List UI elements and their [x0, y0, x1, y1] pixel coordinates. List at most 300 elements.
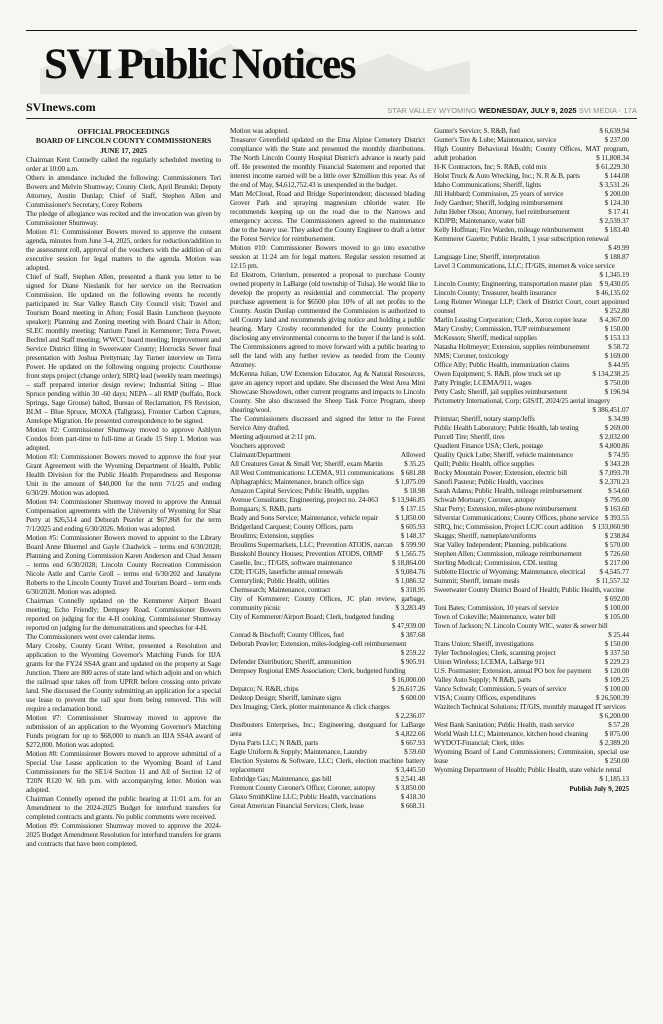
voucher-claimant-department: John Heber Olson; Attorney, fuel reimbursement: [434, 208, 570, 216]
voucher-amount: $ 681.88: [400, 469, 425, 477]
voucher-amount: $ 47,939.00: [391, 622, 425, 630]
voucher-row: [434, 685, 629, 694]
voucher-claimant-department: Patty Pringle; LCEMA/911, wages: [434, 379, 532, 387]
voucher-header-claimant: Claimant/Department: [230, 451, 291, 459]
voucher-claimant-department: Sublette Electric of Wyoming; Maintenance, electrical: [434, 568, 586, 576]
voucher-amount: $ 2,370.23: [599, 478, 629, 486]
voucher-claimant-department: Silverstar Communications; County Offices, phone service: [434, 514, 599, 522]
voucher-amount: $ 7,093.78: [599, 469, 629, 477]
voucher-row: [230, 667, 425, 685]
voucher-claimant-department: West Bank Sanitation; Public Health, trash service: [434, 721, 575, 729]
voucher-row: [434, 199, 629, 208]
proceedings-heading: [26, 127, 221, 155]
voucher-claimant-department: Public Health Laboratory; Public Health, lab testing: [434, 424, 579, 432]
voucher-claimant-department: Tyler Technologies; Clerk, scanning project: [434, 649, 556, 657]
voucher-claimant-department: Marlin Leasing Corporation; Clerk, Xerox copier lease: [434, 316, 587, 324]
voucher-claimant-department: Skaggs; Sheriff, nameplate/uniforms: [434, 532, 537, 540]
voucher-row: [434, 550, 629, 559]
voucher-amount: $ 200.00: [604, 190, 629, 198]
voucher-claimant-department: Natasha Holtmeyer; Extension, supplies reimbursement: [434, 343, 590, 351]
voucher-amount: $ 1,565.75: [395, 550, 425, 558]
voucher-claimant-department: Enbridge Gas; Maintenance, gas bill: [230, 775, 332, 783]
voucher-row: [434, 424, 629, 433]
voucher-row: [230, 514, 425, 523]
voucher-row: [434, 442, 629, 451]
voucher-amount: $ 667.93: [400, 739, 425, 747]
voucher-amount: $ 35.25: [404, 460, 425, 468]
voucher-amount: $ 11,557.32: [596, 577, 629, 585]
voucher-claimant-department: Jill Hubbard; Commission, 25 years of service: [434, 190, 564, 198]
voucher-claimant-department: Printstar; Sheriff, notary stamp/Jeffs: [434, 415, 535, 423]
voucher-amount: $ 570.00: [604, 541, 629, 549]
voucher-amount: $ 418.30: [400, 793, 425, 801]
voucher-amount: $ 259.22: [400, 649, 425, 657]
voucher-claimant-department: Petty Cash; Sheriff, jail supplies reimbursement: [434, 388, 568, 396]
voucher-claimant-department: Mary Crosby; Commission, TUP reimbursement: [434, 325, 571, 333]
voucher-amount: $ 599.90: [400, 541, 425, 549]
voucher-list-col2: [230, 460, 425, 811]
voucher-amount: $ 18,864.00: [391, 559, 425, 567]
dateline-date: WEDNESDAY, JULY 9, 2025: [478, 106, 577, 115]
voucher-claimant-department: Alphagraphics; Maintenance, branch office sign: [230, 478, 364, 486]
voucher-amount: $ 692.00: [604, 595, 629, 603]
voucher-row: [434, 379, 629, 388]
voucher-row: [230, 658, 425, 667]
voucher-table-header: [230, 451, 425, 460]
voucher-claimant-department: Defender Distribution; Sheriff, ammunition: [230, 658, 352, 666]
dateline-location: STAR VALLEY WYOMING: [387, 106, 477, 115]
voucher-claimant-department: Schwab Mortuary; Coroner, autopsy: [434, 496, 536, 504]
paragraph: Vouchers approved:: [230, 442, 286, 450]
voucher-row: [434, 433, 629, 442]
voucher-row: [230, 586, 425, 595]
voucher-amount: $ 237.00: [604, 136, 629, 144]
voucher-row: [230, 793, 425, 802]
voucher-row: [434, 352, 629, 361]
voucher-amount: $ 795.00: [604, 496, 629, 504]
paragraph: Motion #7: Commissioner Shumway moved to approve the submission of an application to the Wyoming Governor's Matching Funds program for up to $68,000 to match an IIJA SS4A award of $272,000. Motion was adopted.: [26, 714, 221, 750]
voucher-amount: $ 337.50: [604, 649, 629, 657]
voucher-claimant-department: Eagle Uniform & Supply; Maintenance, Laundry: [230, 748, 368, 756]
voucher-row: [434, 289, 629, 298]
voucher-row: [230, 784, 425, 793]
voucher-amount: $ 133,060.90: [592, 523, 629, 531]
paragraph: Motion #3: Commissioner Bowers moved to approve the four year Grant Agreement with the Wyoming Department of Health, Public Health Division for the Public Health Preparedness and Response Unit in the amount of $40,000 for the term 7/1/25 and ending 6/30/29. Motion was adopted.: [26, 453, 221, 498]
voucher-claimant-department: McKesson; Sheriff, medical supplies: [434, 334, 537, 342]
voucher-row: [434, 208, 629, 217]
voucher-amount: $ 6,639.94: [599, 127, 629, 135]
voucher-claimant-department: VISA; County Offices, expenditures: [434, 694, 536, 702]
voucher-row: [230, 694, 425, 703]
voucher-row: [230, 568, 425, 577]
voucher-claimant-department: Glaxo SmithKline LLC; Public Health, vaccinations: [230, 793, 376, 801]
top-rule-divider: [26, 30, 637, 31]
voucher-claimant-department: Kelly Hoffman; Fire Warden, mileage reimbursement: [434, 226, 584, 234]
voucher-claimant-department: Office Ally; Public Health, immunization claims: [434, 361, 570, 369]
voucher-amount: $ 59.60: [404, 748, 425, 756]
voucher-claimant-department: Stephen Allen; Commission, mileage reimbursement: [434, 550, 582, 558]
voucher-amount: $ 2,236.07: [395, 712, 425, 720]
voucher-amount: $ 100.00: [604, 604, 629, 612]
article-columns: [26, 127, 637, 1024]
voucher-claimant-department: Dex Imaging; Clerk, plotter maintenance & click charges: [230, 703, 390, 711]
voucher-row: [434, 577, 629, 586]
voucher-row: [434, 505, 629, 514]
column-1: [26, 127, 221, 1024]
voucher-claimant-department: Election Systems & Software, LLC; Clerk, election machine battery replacement: [230, 757, 425, 774]
voucher-amount: $ 44.95: [608, 361, 629, 369]
voucher-amount: $ 188.87: [604, 253, 629, 261]
voucher-row: [434, 127, 629, 136]
voucher-amount: $ 252.80: [604, 307, 629, 315]
voucher-header-allowed: Allowed: [400, 451, 425, 459]
voucher-amount: $ 46,135.02: [595, 289, 629, 297]
voucher-row: [230, 487, 425, 496]
voucher-amount: $ 144.08: [604, 172, 629, 180]
voucher-claimant-department: Star Valley Independent; Planning, publications: [434, 541, 567, 549]
voucher-claimant-department: All West Communications: LCEMA, 911 communications: [230, 469, 394, 477]
voucher-claimant-department: Dustbusters Enterprises, Inc.; Engineering, dustguard for LaBarge area: [230, 721, 425, 738]
voucher-amount: $ 137.15: [400, 505, 425, 513]
paragraph: Motion #1: Commissioner Bowers moved to approve the consent agenda, minutes from June 3-4, 2025, orders for reduction/addition to the assessment roll, approval of the vouchers with the addition of an executive session for legal matters to the agenda. Motion was adopted.: [26, 228, 221, 273]
voucher-amount: $ 124.30: [604, 199, 629, 207]
voucher-row: [230, 460, 425, 469]
voucher-amount: $ 153.13: [604, 334, 629, 342]
voucher-claimant-department: Summit; Sheriff, inmate meals: [434, 577, 520, 585]
voucher-amount: $ 18.98: [404, 487, 425, 495]
voucher-claimant-department: Depatco; N. R&B, chips: [230, 685, 299, 693]
paragraph: Chairman Kent Connelly called the regularly scheduled meeting to order at 10:00 a.m.: [26, 156, 221, 174]
voucher-row: [434, 136, 629, 145]
voucher-claimant-department: Wazitech Technical Solutions; IT/GIS, monthly managed IT services: [434, 703, 626, 711]
voucher-claimant-department: Conrad & Bischoff; County Offices, fuel: [230, 631, 344, 639]
voucher-row: [230, 631, 425, 640]
voucher-claimant-department: Broulims Supermarkets, LLC; Prevention ATODS, narcan: [230, 541, 393, 549]
voucher-amount: $ 2,032.00: [599, 433, 629, 441]
voucher-claimant-department: Town of Cokeville; Maintenance, water bill: [434, 613, 556, 621]
voucher-claimant-department: Quill; Public Health, office supplies: [434, 460, 534, 468]
voucher-claimant-department: Sanofi Pasteur; Public Health, vaccines: [434, 478, 544, 486]
voucher-claimant-department: Union Wireless; LCEMA, LaBarge 911: [434, 658, 545, 666]
voucher-claimant-department: World Wash LLC; Maintenance, kitchen hood cleaning: [434, 730, 588, 738]
voucher-amount: $ 150.00: [604, 640, 629, 648]
voucher-claimant-department: Rocky Mountain Power; Extension, electric bill: [434, 469, 568, 477]
voucher-claimant-department: Valley Auto Supply; N R&B, parts: [434, 676, 531, 684]
voucher-amount: $ 11,808.34: [596, 154, 629, 162]
voucher-row: [230, 757, 425, 775]
heading-line-3: JUNE 17, 2025: [100, 145, 147, 155]
voucher-amount: $ 3,531.26: [599, 181, 629, 189]
paragraph: Motion #2: Commissioner Shumway moved to approve Ashlynn Condos from part-time to full-time at Grade 15 Step 1. Motion was adopted.: [26, 426, 221, 453]
voucher-row: [434, 496, 629, 505]
voucher-row: [434, 532, 629, 541]
voucher-amount: $ 726.60: [604, 550, 629, 558]
voucher-claimant-department: Owen Equipment; S. R&B, plow truck set up: [434, 370, 561, 378]
voucher-amount: $ 387.68: [400, 631, 425, 639]
voucher-row: [434, 370, 629, 379]
voucher-row: [230, 775, 425, 784]
voucher-row: [434, 253, 629, 262]
voucher-claimant-department: All Creatures Great & Small Vet; Sheriff, exam Martin: [230, 460, 383, 468]
voucher-row: [230, 613, 425, 631]
page-title: SVI Public Notices: [44, 41, 355, 88]
dateline-row: [26, 100, 637, 119]
voucher-amount: $ 169.00: [604, 352, 629, 360]
voucher-amount: $ 269.00: [604, 424, 629, 432]
voucher-claimant-department: Vance Schwab; Commission, 5 years of service: [434, 685, 567, 693]
site-name: SVInews.com: [26, 100, 96, 114]
voucher-claimant-department: H-K Contractors, Inc; S. R&B, cold mix: [434, 163, 547, 171]
voucher-claimant-department: Fremont County Coroner's Office; Coroner, autopsy: [230, 784, 376, 792]
voucher-claimant-department: Holst Truck & Auto Wrecking, Inc.; N. R & B, parts: [434, 172, 580, 180]
voucher-row: [434, 748, 629, 766]
voucher-row: [434, 622, 629, 640]
paragraph: The Commissioners discussed and signed the letter to the Forest Service Amy drafted.: [230, 415, 425, 432]
voucher-claimant-department: Quadient Finance USA; Clerk, postage: [434, 442, 544, 450]
voucher-claimant-department: Level 3 Communications, LLC; IT/GIS, internet & voice service: [434, 262, 615, 270]
voucher-claimant-department: Purcell Tire; Sheriff, tires: [434, 433, 505, 441]
voucher-row: [434, 649, 629, 658]
voucher-claimant-department: Language Line; Sheriff, interpretation: [434, 253, 540, 261]
voucher-row: [434, 523, 629, 532]
voucher-claimant-department: Sweetwater County District Board of Health; Public Health, vaccine: [434, 586, 625, 594]
voucher-row: [434, 676, 629, 685]
voucher-row: [434, 343, 629, 352]
voucher-amount: $ 393.55: [604, 514, 629, 522]
voucher-claimant-department: Great American Financial Services; Clerk, lease: [230, 802, 364, 810]
voucher-amount: $ 2,389.20: [599, 739, 629, 747]
voucher-row: [230, 595, 425, 613]
voucher-amount: $ 49.99: [608, 244, 629, 252]
voucher-claimant-department: U.S. Postmaster; Extension, annual PO box fee payment: [434, 667, 592, 675]
voucher-claimant-department: Busskohl Bouncy Houses; Prevention ATODS, ORMF: [230, 550, 384, 558]
voucher-claimant-department: WYDOT-Financial; Clerk, titles: [434, 739, 524, 747]
voucher-row: [230, 523, 425, 532]
voucher-row: [434, 460, 629, 469]
voucher-amount: $ 150.00: [604, 325, 629, 333]
voucher-amount: $ 229.23: [604, 658, 629, 666]
voucher-claimant-department: Trans Union; Sheriff, investigations: [434, 640, 534, 648]
voucher-row: [434, 730, 629, 739]
masthead: [26, 32, 637, 104]
heading-line-1: OFFICIAL PROCEEDINGS: [77, 127, 170, 136]
voucher-row: [434, 559, 629, 568]
voucher-amount: $ 1,086.32: [395, 577, 425, 585]
voucher-claimant-department: NMS; Coroner, toxicology: [434, 352, 509, 360]
dateline-page-number: SVI MEDIA - 17A: [578, 106, 637, 115]
voucher-row: [434, 190, 629, 199]
publish-date-line: Publish July 9, 2025: [569, 785, 629, 793]
voucher-claimant-department: KDJPB; Maintenance, water bill: [434, 217, 526, 225]
voucher-row: [434, 604, 629, 613]
voucher-amount: $ 668.31: [400, 802, 425, 810]
voucher-claimant-department: Brady and Sons Service; Maintenance, vehicle repair: [230, 514, 378, 522]
voucher-row: [230, 559, 425, 568]
voucher-claimant-department: Avenue Consultants; Engineering, project no. 24-063: [230, 496, 379, 504]
voucher-amount: $ 58.72: [608, 343, 629, 351]
voucher-claimant-department: Gunter's Service; S. R&B, fuel: [434, 127, 520, 135]
paragraph: Others in attendance included the following: Commissioners Teri Bowers and Melvin Shumway; County Clerk, April Brunski; Deputy Attorney, Austin Dunlap; Chief of Staff, Stephen Allen and Commissioner's Secretary, Corey Roberts: [26, 174, 221, 210]
voucher-amount: $ 134,238.25: [592, 370, 629, 378]
voucher-row: [434, 613, 629, 622]
column-3: [434, 127, 629, 1024]
voucher-row: [434, 280, 629, 289]
voucher-claimant-department: Wyoming Board of Land Commissioners; Commission, special use lease: [434, 748, 629, 765]
voucher-amount: $ 120.00: [604, 667, 629, 675]
voucher-row: [434, 388, 629, 397]
column-2-body: [230, 127, 425, 451]
voucher-amount: $ 4,545.77: [599, 568, 629, 576]
voucher-amount: $ 9,084.76: [395, 568, 425, 576]
voucher-claimant-department: Quality Quick Lube; Sheriff, vehicle maintenance: [434, 451, 574, 459]
paragraph: McKenna Julian, UW Extension Educator, Ag & Natural Resources, gave an agency report and update. She discussed the West Area Mini Showcase Showdown, other current programs and impacts to Lincoln County. She also discussed the Sheep Task Force Program, sheep shearing/wool.: [230, 370, 425, 414]
voucher-amount: $ 26,500.39: [595, 694, 629, 702]
voucher-row: [230, 577, 425, 586]
voucher-claimant-department: Dempsey Regional EMS Association; Clerk, budgeted funding: [230, 667, 406, 675]
voucher-amount: $ 250.00: [604, 757, 629, 765]
voucher-row: [434, 694, 629, 703]
voucher-claimant-department: Deborah Peavler; Extension, miles-lodging-cell reimbursement: [230, 640, 407, 648]
voucher-row: [230, 541, 425, 550]
voucher-row: [230, 532, 425, 541]
voucher-amount: $ 17.41: [608, 208, 629, 216]
voucher-row: [434, 568, 629, 577]
voucher-row: [434, 226, 629, 235]
voucher-claimant-department: Bomgaars; S. R&B, parts: [230, 505, 302, 513]
voucher-amount: $ 4,367.00: [599, 316, 629, 324]
voucher-claimant-department: Shar Perry; Extension, miles-phone reimbursement: [434, 505, 577, 513]
paragraph: The Commissioners went over calendar items.: [26, 633, 156, 642]
voucher-row: [230, 748, 425, 757]
voucher-row: [434, 172, 629, 181]
voucher-amount: $ 238.84: [604, 532, 629, 540]
voucher-amount: $ 6,200.00: [599, 712, 629, 720]
voucher-row: [230, 739, 425, 748]
paragraph: Matt McCloud, Road and Bridge Superintendent; discussed blading Grover Park and spraying magnesium chloride water. He recommends keeping up on the road due to the Narrows and emergency access. The Commissioners agreed to the maintenance due to the heavy use. They asked the County Engineer to draft a letter the Forest Service for reimbursement.: [230, 190, 425, 243]
voucher-claimant-department: Centurylink; Public Health, utilities: [230, 577, 330, 585]
voucher-claimant-department: Idaho Communications; Sheriff, lights: [434, 181, 541, 189]
voucher-claimant-department: Amazon Capital Services; Public Health, supplies: [230, 487, 369, 495]
voucher-row: [434, 181, 629, 190]
voucher-row: [434, 739, 629, 748]
voucher-claimant-department: City of Kemmerer/Airport Board; Clerk, budgeted funding: [230, 613, 394, 621]
voucher-row: [434, 397, 629, 415]
voucher-claimant-department: SIRQ, Inc; Commission, Project LCJC court addition: [434, 523, 584, 531]
voucher-amount: $ 163.60: [604, 505, 629, 513]
voucher-amount: $ 74.95: [608, 451, 629, 459]
voucher-claimant-department: Broulims; Extension, supplies: [230, 532, 314, 540]
voucher-row: [230, 550, 425, 559]
voucher-row: [434, 640, 629, 649]
voucher-claimant-department: Kemmerer Gazette; Public Health, 1 year subscription renewal: [434, 235, 609, 243]
voucher-claimant-department: CDI; IT/GIS, laserfiche annual renewals: [230, 568, 343, 576]
voucher-amount: $ 600.00: [400, 694, 425, 702]
paragraph: Motion #8: Commissioner Bowers moved to approve submittal of a Special Use Lease application to the Wyoming Board of Land Commissioners for the SE1/4 Section 11 and All of Section 12 of T20N R120 W. 6th p.m. with accompanying letter. Motion was adopted.: [26, 750, 221, 795]
voucher-amount: $ 343.28: [604, 460, 629, 468]
voucher-amount: $ 2,541.48: [395, 775, 425, 783]
voucher-amount: $ 1,075.09: [395, 478, 425, 486]
voucher-amount: $ 196.94: [604, 388, 629, 396]
paragraph: Chief of Staff, Stephen Allen, presented a thank you letter to be signed for Diane Nieslanik for her service on the Recreation Commission. He updated on the following events he recently participated in: Star Valley Ranch City Council visit; Travel and Tourism Board meeting in Afton; Fossil Basin Luncheon (keynote speaker); Planning and Zoning meeting with Board Chair in Afton; SLEC monthly meeting; Natrium Panel in Kemmerer; Terra Power, Bechtel and Staff meeting; WWCC board meeting; Improvement and Service District filing in Sweetwater County; Horrocks Sewer final presentation with Joshua Prettyman; Jay Turner interview on Terra Power. He updated on the following ongoing projects: Courthouse front steps project (change order); SIRQ lead (weekly team meetings) – staff prepared interior design review; Industrial Siting – Blue Spruce pending within 30 -60 days; NEPA – all RMP (buffalo, Rock Springs, Sage Grouse) halted, Bureau of Reclamation, FS Revision, BLM – Blue Spruce, MOXA (Tallgrass), Frontier Carbon Capture, Antelope Migration. He presented correspondence to be signed.: [26, 273, 221, 426]
voucher-amount: $ 109.25: [604, 676, 629, 684]
voucher-amount: $ 905.91: [400, 658, 425, 666]
voucher-row: [230, 721, 425, 739]
voucher-row: [230, 505, 425, 514]
voucher-amount: $ 26,617.26: [391, 685, 425, 693]
heading-line-2: BOARD OF LINCOLN COUNTY COMMISSIONERS: [35, 136, 212, 146]
voucher-amount: $ 1,185.13: [599, 775, 629, 783]
voucher-row: [434, 145, 629, 163]
voucher-row: [434, 721, 629, 730]
voucher-row: [434, 415, 629, 424]
voucher-claimant-department: Dyna Parts LLC; N R&B, parts: [230, 739, 319, 747]
voucher-claimant-department: City of Kemmerer; County Offices, JC plan review, garbage, community picnic: [230, 595, 425, 612]
voucher-row: [434, 316, 629, 325]
voucher-row: [434, 361, 629, 370]
paragraph: Ed Ekstrom, Criterium, presented a proposal to purchase County owned property in LaBarge (old township of Tulsa). He would like to develop the property as residential and commercial. The property purchase agreement is for $6500 plus 10% of all net profits to the County. Austin Dunlap commented the Commission is authorized to sell County land and recommends giving notice and holding a public hearing. Mary Crosby recommended for the County protection disclosing any environmental concerns to the buyer if the land is sold. The Commissioners agreed to move forward with a public hearing to sell the land with any further review as needed from the County Attorney.: [230, 271, 425, 369]
voucher-claimant-department: Caselle, Inc.; IT/GIS, software maintenance: [230, 559, 353, 567]
voucher-amount: $ 3,283.49: [395, 604, 425, 612]
dateline: [387, 106, 637, 115]
voucher-claimant-department: Sarah Adams; Public Health, mileage reimbursement: [434, 487, 582, 495]
voucher-amount: $ 13,946.85: [391, 496, 425, 504]
voucher-claimant-department: Long Reimer Winegar LLP; Clerk of District Court, court appointed counsel: [434, 298, 629, 315]
voucher-claimant-department: Sterling Medical; Commission, CDL testing: [434, 559, 558, 567]
voucher-row: [434, 478, 629, 487]
paragraph: Motion #5: Commissioner Bowers moved to appoint to the Library Board Anne Bluemel and Gayle Chadwick – terms end 6/30/2028; Planning and Zoning Commission Karen Anderson and Chad Jensen – terms end 6/30/2028; Lincoln County Recreation Commission Nicole Astle and Carrie Groll – terms end 6/30/202 and Janalyne Roberts to the Lincoln County Travel and Tourism Board – term ends 6/30/2028. Motion was adopted.: [26, 534, 221, 597]
paragraph: The pledge of allegiance was recited and the invocation was given by Commissioner Shumway.: [26, 210, 221, 228]
voucher-row: [434, 703, 629, 721]
voucher-amount: $ 100.00: [604, 685, 629, 693]
column-2: [230, 127, 425, 1024]
voucher-amount: $ 25.44: [608, 631, 629, 639]
paragraph: Mary Crosby, County Grant Writer, presented a Resolution and application to the Wyoming Governor's Matching Funds for IIJA grants for the FY24 SS4A grant and updated on the property at Sage Junction. There are 800 acres of state land which adjoin and on which the railroad spur takes off from UPRR before crossing onto private land. She discussed the County submitting an application for a special use lease to prevent the rail spur from being removed. This will require a reclamation bond.: [26, 642, 221, 714]
voucher-amount: $ 57.28: [608, 721, 629, 729]
voucher-amount: $ 183.40: [604, 226, 629, 234]
paragraph: Chairman Connelly updated on the Kemmerer Airport Board meeting; Echo Friendly; Dempsey Road. Commissioner Bowers reported on judging for the 4-H cooking. Commissioner Shumway reported on judging for the demonstrations and speeches for 4-H.: [26, 597, 221, 633]
voucher-row: [434, 541, 629, 550]
voucher-row: [434, 262, 629, 280]
voucher-amount: $ 61,229.30: [595, 163, 629, 171]
voucher-row: [434, 163, 629, 172]
voucher-amount: $ 9,430.05: [599, 280, 629, 288]
paragraph: Motion was adopted.: [230, 127, 289, 135]
voucher-claimant-department: Bridgerland Carquest; County Offices, parts: [230, 523, 353, 531]
voucher-claimant-department: Wyoming Department of Health; Public Health, state vehicle rental: [434, 766, 622, 774]
voucher-amount: $ 217.00: [604, 559, 629, 567]
voucher-row: [230, 703, 425, 721]
voucher-row: [434, 658, 629, 667]
voucher-row: [434, 217, 629, 226]
voucher-claimant-department: High Country Behavioral Health; County Offices, MAT program, adult probation: [434, 145, 629, 162]
voucher-row: [434, 766, 629, 784]
voucher-amount: $ 318.95: [400, 586, 425, 594]
voucher-amount: $ 3,445.50: [395, 766, 425, 774]
voucher-amount: $ 750.00: [604, 379, 629, 387]
voucher-claimant-department: Chemsearch; Maintenance, contract: [230, 586, 331, 594]
voucher-amount: $ 54.60: [608, 487, 629, 495]
voucher-row: [434, 298, 629, 316]
voucher-amount: $ 386,451.07: [592, 406, 629, 414]
voucher-row: [230, 640, 425, 658]
voucher-amount: $ 875.00: [604, 730, 629, 738]
voucher-row: [434, 334, 629, 343]
voucher-amount: $ 16,000.00: [391, 676, 425, 684]
paragraph: Motion #10: Commissioner Bowers moved to go into executive session at 11:24 am for legal matters. Regular session resumed at 12:15 pm.: [230, 244, 425, 270]
paragraph: Motion #4: Commissioner Shumway moved to approve the Annual Compensation agreements with the University of Wyoming for Shar Perry at $26,514 and Deborah Peavler at $67,868 for the term 7/1/2025 and ending 6/30/2026. Motion was adopted.: [26, 498, 221, 534]
paragraph: Motion #9: Commissioner Shumway moved to approve the 2024-2025 Budget Amendment Resolution for interfund transfers for grants and contracts that have been completed.: [26, 822, 221, 849]
voucher-amount: $ 2,539.37: [599, 217, 629, 225]
